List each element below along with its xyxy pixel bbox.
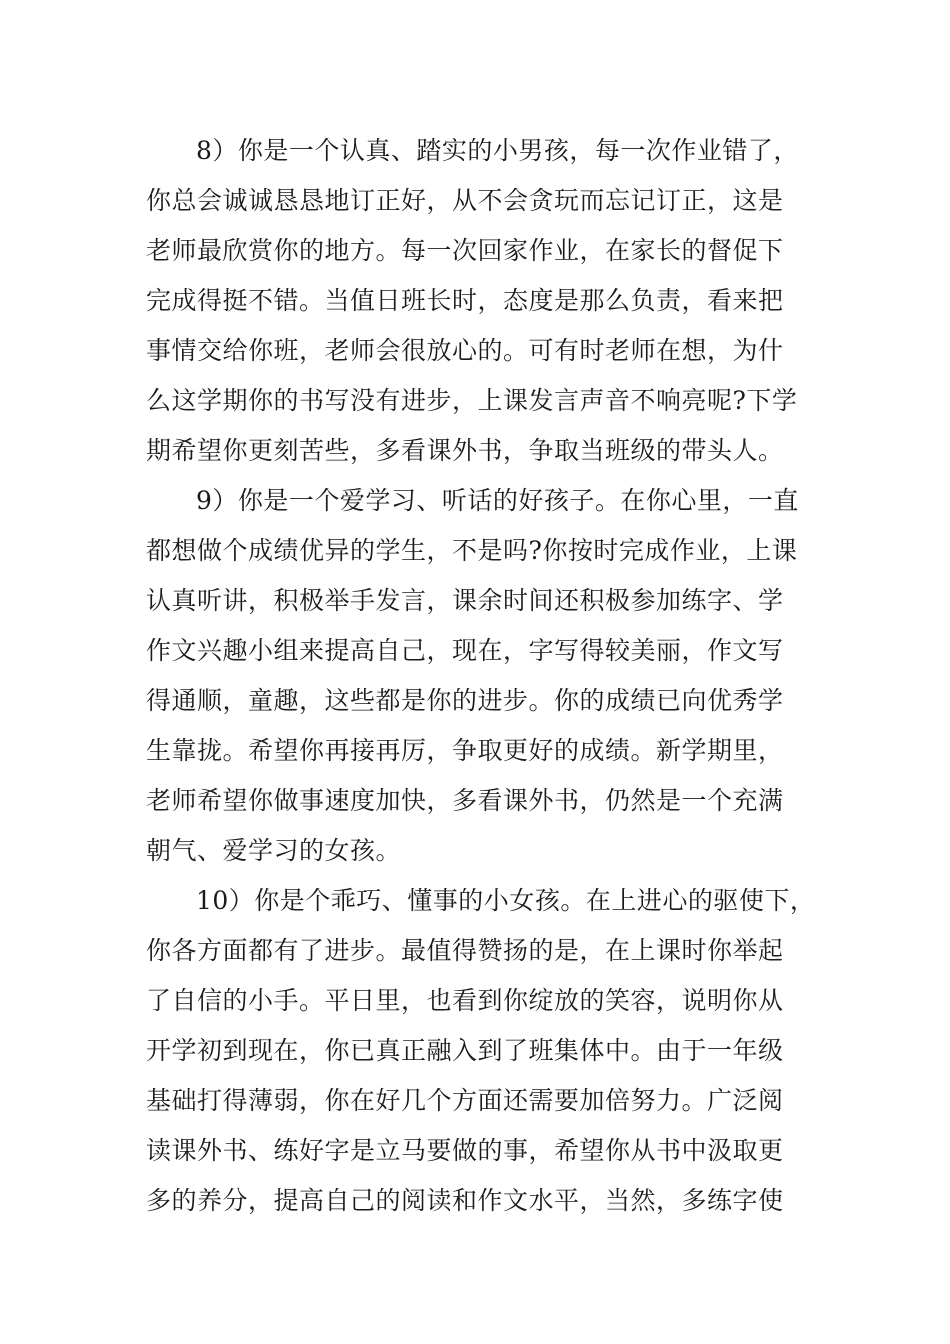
- text-line: 认真听讲，积极举手发言，课余时间还积极参加练字、学: [146, 586, 784, 615]
- text-line: 老师最欣赏你的地方。每一次回家作业，在家长的督促下: [146, 236, 784, 265]
- paragraph-9: [146, 476, 818, 876]
- text-line: 老师希望你做事速度加快，多看课外书，仍然是一个充满: [146, 786, 784, 815]
- text-line: 了自信的小手。平日里，也看到你绽放的笑容，说明你从: [146, 986, 784, 1015]
- text-line: 都想做个成绩优异的学生，不是吗?你按时完成作业，上课: [146, 536, 798, 565]
- text-line: 期希望你更刻苦些，多看课外书，争取当班级的带头人。: [146, 436, 784, 465]
- text-line: 得通顺，童趣，这些都是你的进步。你的成绩已向优秀学: [146, 686, 784, 715]
- text-line: 么这学期你的书写没有进步，上课发言声音不响亮呢?下学: [146, 386, 798, 415]
- text-line: 完成得挺不错。当值日班长时，态度是那么负责，看来把: [146, 286, 784, 315]
- text-line: 朝气、爱学习的女孩。: [146, 836, 402, 865]
- text-line: 9）你是一个爱学习、听话的好孩子。在你心里，一直: [196, 486, 799, 515]
- text-line: 你各方面都有了进步。最值得赞扬的是，在上课时你举起: [146, 936, 784, 965]
- paragraph-8: [146, 126, 818, 476]
- document-body: [146, 126, 818, 1226]
- text-line: 8）你是一个认真、踏实的小男孩，每一次作业错了，: [196, 136, 799, 165]
- text-line: 开学初到现在，你已真正融入到了班集体中。由于一年级: [146, 1036, 784, 1065]
- text-line: 事情交给你班，老师会很放心的。可有时老师在想，为什: [146, 336, 784, 365]
- text-line: 多的养分，提高自己的阅读和作文水平，当然，多练字使: [146, 1186, 784, 1215]
- text-line: 10）你是个乖巧、懂事的小女孩。在上进心的驱使下，: [196, 886, 816, 915]
- text-line: 作文兴趣小组来提高自己，现在，字写得较美丽，作文写: [146, 636, 784, 665]
- text-line: 读课外书、练好字是立马要做的事，希望你从书中汲取更: [146, 1136, 784, 1165]
- text-line: 生靠拢。希望你再接再厉，争取更好的成绩。新学期里，: [146, 736, 784, 765]
- text-line: 你总会诚诚恳恳地订正好，从不会贪玩而忘记订正，这是: [146, 186, 784, 215]
- text-line: 基础打得薄弱，你在好几个方面还需要加倍努力。广泛阅: [146, 1086, 784, 1115]
- paragraph-10: [146, 876, 818, 1226]
